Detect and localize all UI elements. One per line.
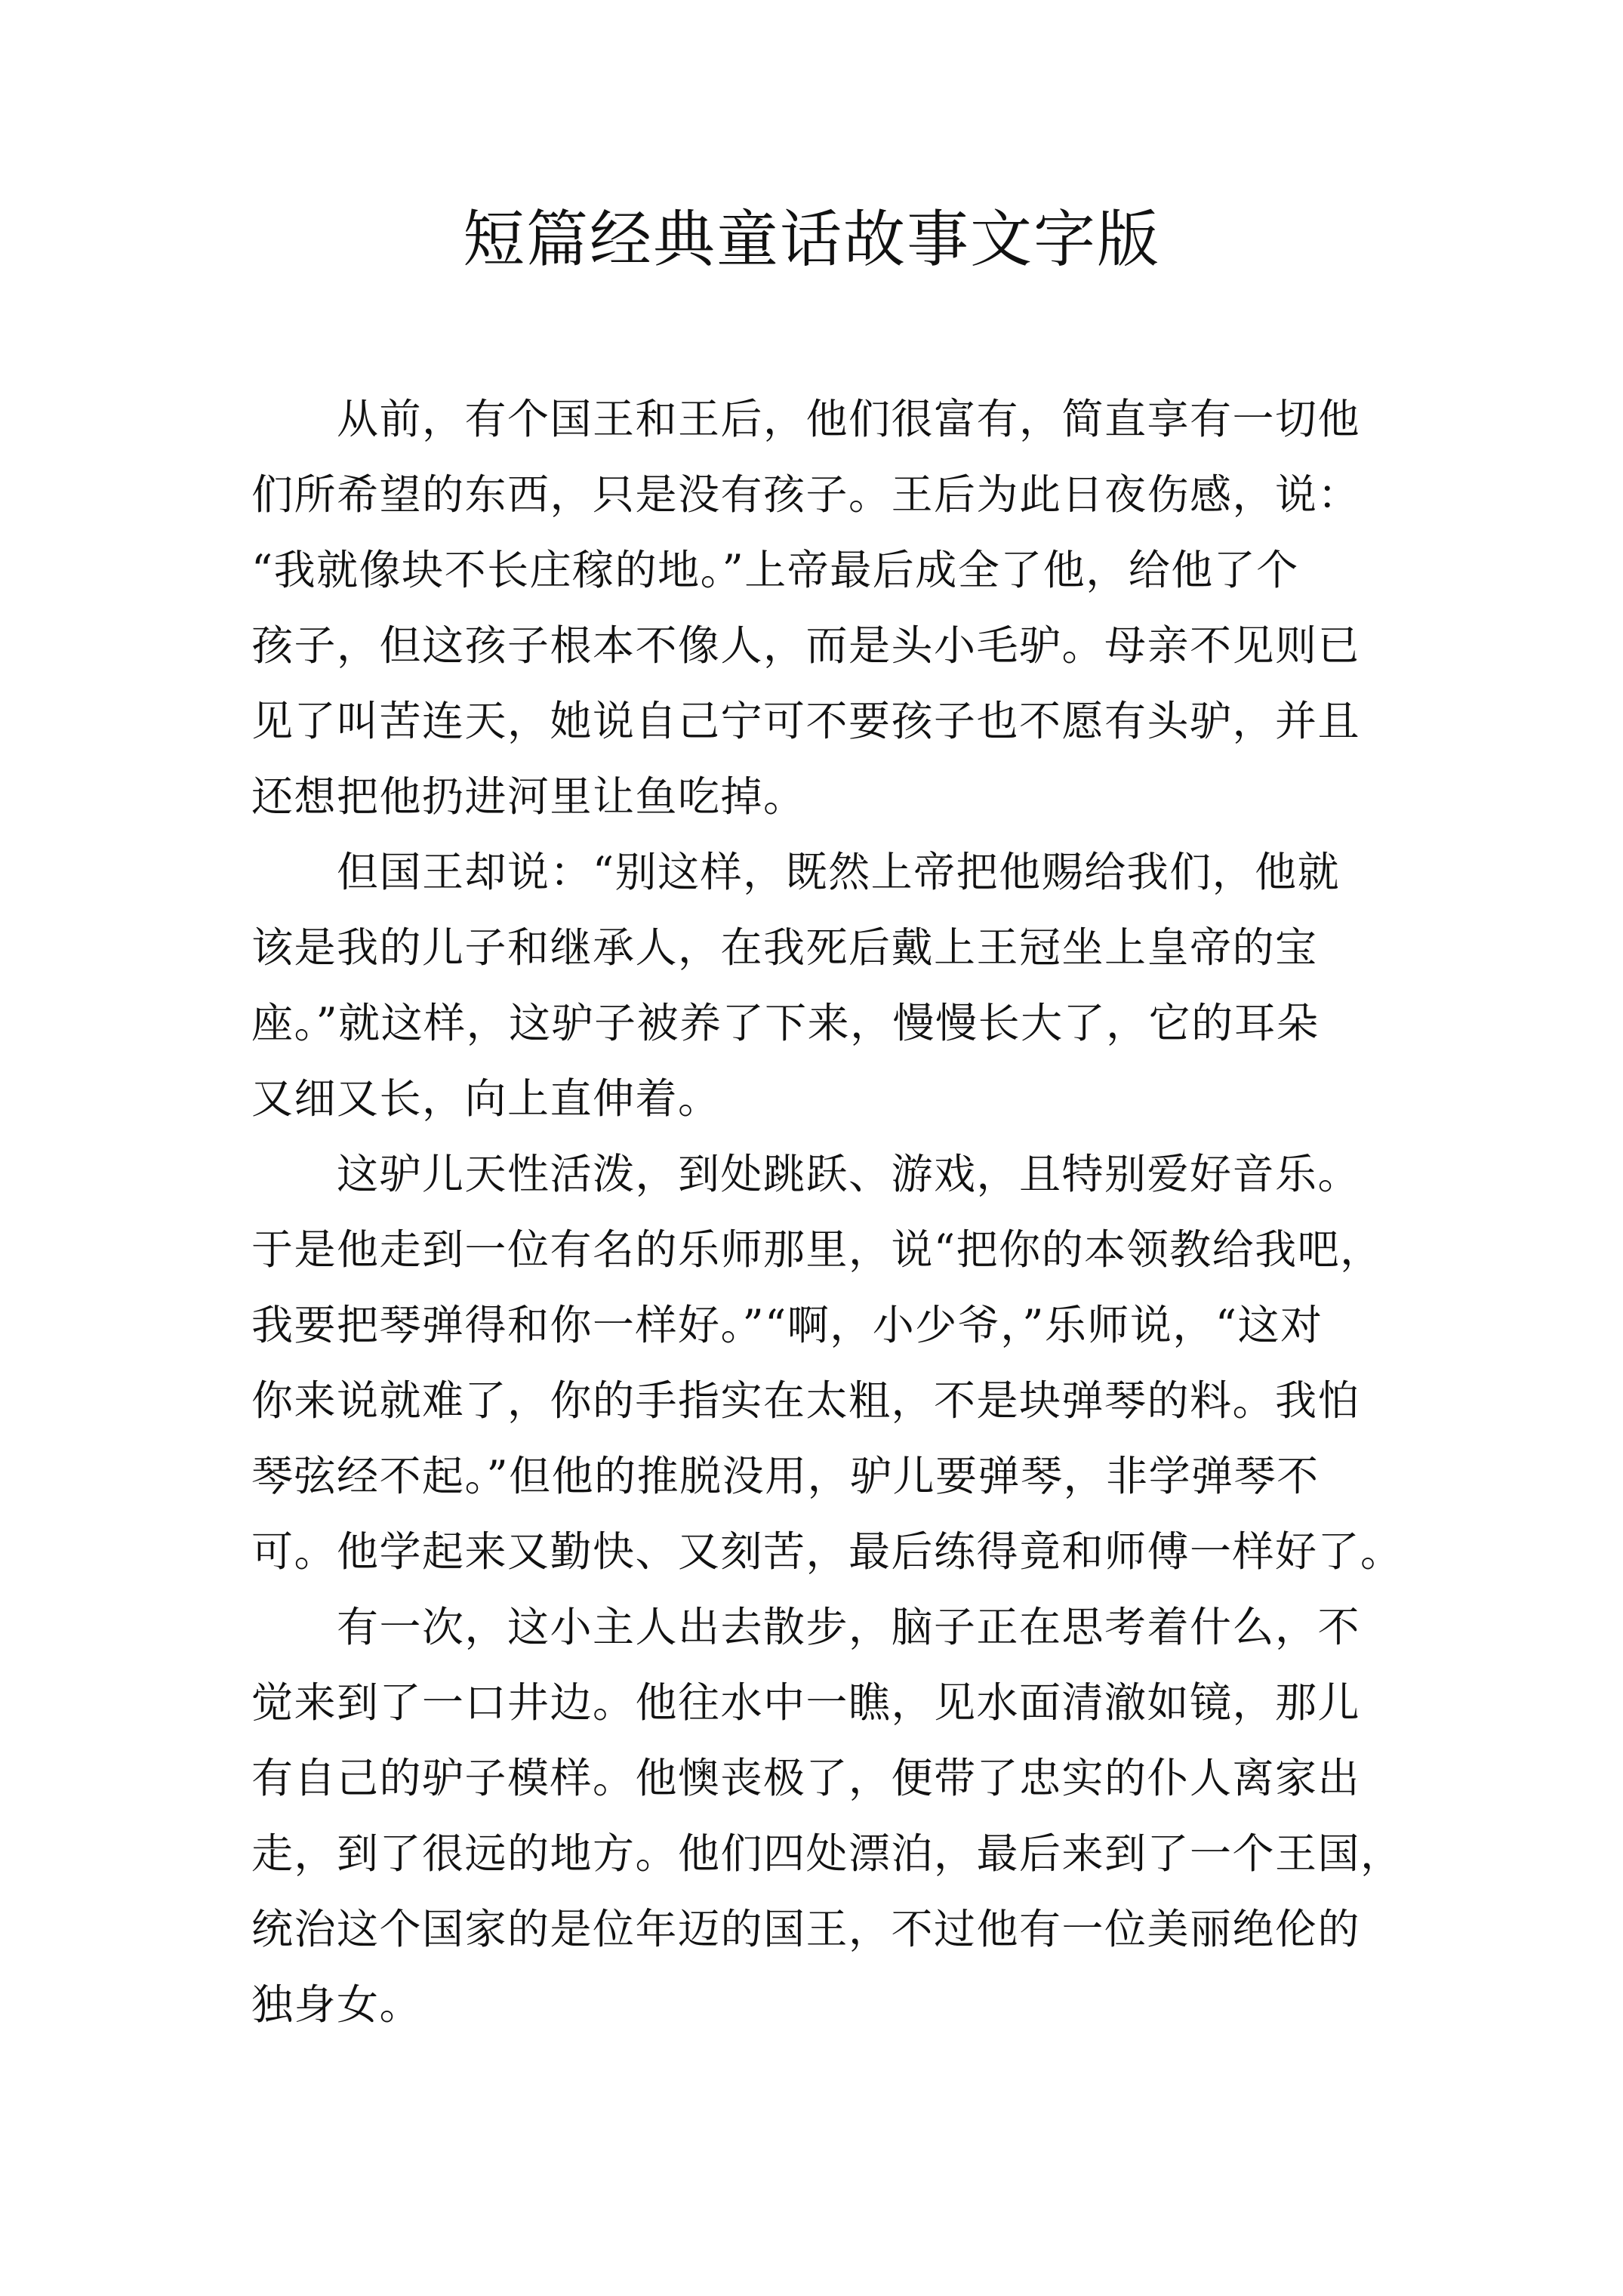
text-line: 统治这个国家的是位年迈的国王，不过他有一位美丽绝伦的 (251, 1905, 1361, 1953)
text-line: 我要把琴弹得和你一样好。”“啊，小少爷，”乐师说，“这对 (251, 1301, 1323, 1349)
paragraph-4 (251, 1589, 1414, 2042)
text-line: 有一次，这小主人出去散步，脑子正在思考着什么，不 (251, 1603, 1361, 1651)
text-line: 可。他学起来又勤快、又刻苦，最后练得竟和师傅一样好了。 (251, 1527, 1403, 1576)
paragraph-2 (251, 834, 1414, 1136)
text-line: 你来说就难了，你的手指实在太粗，不是块弹琴的料。我怕 (251, 1376, 1361, 1425)
text-line: 但国王却说：“别这样，既然上帝把他赐给我们，他就 (251, 848, 1341, 896)
text-line: 琴弦经不起。”但他的推脱没用，驴儿要弹琴，非学弹琴不 (251, 1452, 1320, 1500)
text-line: 们所希望的东西，只是没有孩子。王后为此日夜伤感，说： (251, 470, 1361, 519)
paragraph-1 (251, 381, 1414, 834)
text-line: “我就像块不长庄稼的地。”上帝最后成全了他，给他了个 (251, 546, 1299, 594)
text-line: 又细又长，向上直伸着。 (251, 1074, 721, 1123)
text-line: 孩子，但这孩子根本不像人，而是头小毛驴。母亲不见则已 (251, 621, 1361, 670)
text-line: 有自己的驴子模样。他懊丧极了，便带了忠实的仆人离家出 (251, 1754, 1361, 1802)
text-line: 见了叫苦连天，她说自己宁可不要孩子也不愿有头驴，并且 (251, 697, 1361, 745)
paragraph-3 (251, 1136, 1414, 1589)
text-line: 该是我的儿子和继承人，在我死后戴上王冠坐上皇帝的宝 (251, 923, 1318, 972)
text-line: 走，到了很远的地方。他们四处漂泊，最后来到了一个王国， (251, 1829, 1403, 1878)
text-line: 于是他走到一位有名的乐师那里，说“把你的本领教给我吧， (251, 1225, 1383, 1274)
text-line: 从前，有个国王和王后，他们很富有，简直享有一切他 (251, 395, 1361, 443)
text-line: 座。”就这样，这驴子被养了下来，慢慢长大了，它的耳朵 (251, 999, 1320, 1047)
text-line: 觉来到了一口井边。他往水中一瞧，见水面清澈如镜，那儿 (251, 1678, 1361, 1727)
document-title: 短篇经典童话故事文字版 (462, 204, 1160, 276)
text-line: 还想把他扔进河里让鱼吃掉。 (251, 772, 806, 821)
document-body (251, 381, 1414, 2042)
text-line: 这驴儿天性活泼，到处跳跃、游戏，且特别爱好音乐。 (251, 1150, 1361, 1198)
text-line: 独身女。 (251, 1980, 423, 2029)
